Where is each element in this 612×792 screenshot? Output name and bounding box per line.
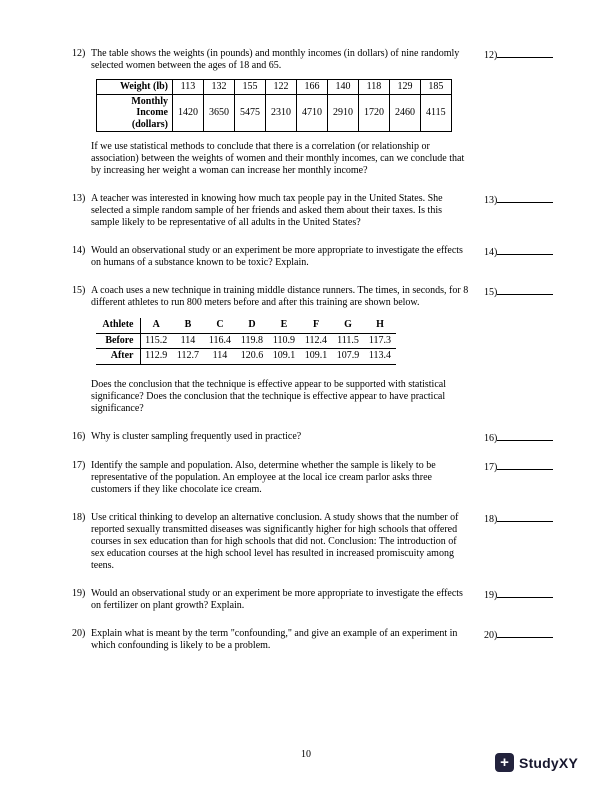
question-number: 12)	[72, 48, 86, 59]
table-cell: 140	[328, 80, 359, 95]
answer-blank-16	[484, 431, 580, 444]
answer-line	[497, 628, 553, 638]
answer-blank-13	[484, 193, 580, 206]
table-row	[96, 318, 396, 333]
question-body: Why is cluster sampling frequently used in practice?	[91, 430, 302, 442]
question-14-main	[72, 245, 470, 269]
question-text	[72, 431, 470, 443]
row-header: Monthly Income (dollars)	[97, 94, 173, 132]
table-cell: 113	[173, 80, 204, 95]
question-body: A teacher was interested in knowing how much tax people pay in the United States. She selected a simple random sample of her friends and asked them about their taxes. Is this sample likely to be representative of all adults in the United States?	[91, 193, 443, 228]
table-row	[96, 349, 396, 365]
table-cell: 112.7	[172, 349, 204, 365]
answer-blank-19	[484, 588, 580, 601]
row-header: After	[96, 349, 140, 365]
column-header: D	[236, 318, 268, 333]
answer-blank-18	[484, 512, 580, 525]
exam-content	[72, 48, 580, 668]
answer-number: 17)	[484, 461, 498, 473]
question-text	[72, 628, 470, 652]
table-cell: 112.9	[140, 349, 172, 365]
page-number: 10	[301, 749, 311, 760]
question-17-main	[72, 460, 470, 496]
answer-line	[497, 512, 553, 522]
answer-number: 12)	[484, 50, 498, 61]
table-cell: 4115	[421, 94, 452, 132]
answer-line	[497, 48, 553, 58]
table-cell: 132	[204, 80, 235, 95]
question-15-main	[72, 285, 470, 415]
table-cell: 109.1	[300, 349, 332, 365]
question-number: 16)	[72, 430, 86, 442]
table-cell: 2310	[266, 94, 297, 132]
answer-number: 15)	[484, 287, 498, 298]
table-cell: 155	[235, 80, 266, 95]
table-cell: 109.1	[268, 349, 300, 365]
row-header: Weight (lb)	[97, 80, 173, 95]
table-cell: 111.5	[332, 333, 364, 349]
question-12-main	[72, 48, 470, 177]
question-text	[72, 512, 470, 572]
question-17	[72, 460, 580, 496]
question-followup: Does the conclusion that the technique is effective appear to be supported with statistical significance? Does the conclusion that the technique is effective appear to have practical significance?	[91, 378, 446, 414]
table-cell: 1420	[173, 94, 204, 132]
question-14	[72, 245, 580, 269]
column-header: A	[140, 318, 172, 333]
question-body: Would an observational study or an experiment be more appropriate to investigate the effects on humans of a substance known to be toxic? Explain.	[91, 245, 463, 268]
logo-text: StudyXY	[519, 754, 578, 771]
question-body: Explain what is meant by the term "confounding," and give an example of an experiment in which confounding is likely to be a problem.	[91, 627, 458, 651]
question-followup: If we use statistical methods to conclude that there is a correlation (or relationship or association) between the weights of women and their monthly incomes, can we conclude that by increasing her weight a woman can increase her monthly income?	[91, 141, 465, 176]
answer-blank-17	[484, 460, 580, 473]
question-number: 18)	[72, 511, 86, 523]
question-16-main	[72, 431, 470, 443]
table-cell: 2460	[390, 94, 421, 132]
question-text	[72, 588, 470, 612]
answer-number: 19)	[484, 589, 498, 601]
question-body: A coach uses a new technique in training middle distance runners. The times, in seconds, for 8 different athletes to run 800 meters before and after this training are shown below.	[91, 285, 469, 308]
question-12	[72, 48, 580, 177]
answer-line	[497, 285, 553, 295]
table-cell: 1720	[359, 94, 390, 132]
table-row	[97, 80, 452, 95]
question-body: Would an observational study or an experiment be more appropriate to investigate the effects on fertilizer on plant growth? Explain.	[91, 587, 463, 611]
athlete-times-table	[96, 318, 396, 365]
question-text	[72, 48, 470, 72]
table-cell: 4710	[297, 94, 328, 132]
table-cell: 5475	[235, 94, 266, 132]
table-row	[96, 333, 396, 349]
table-cell: 114	[204, 349, 236, 365]
answer-blank-20	[484, 628, 580, 641]
question-text	[72, 460, 470, 496]
table-cell: 119.8	[236, 333, 268, 349]
answer-line	[497, 460, 553, 470]
question-body: Identify the sample and population. Also, determine whether the sample is likely to be representative of the population. An employee at the local ice cream parlor asks three customers if they like chocolate ice cream.	[91, 459, 436, 495]
answer-line	[497, 245, 553, 255]
table-cell: 3650	[204, 94, 235, 132]
column-header: Athlete	[96, 318, 140, 333]
answer-number: 16)	[484, 432, 498, 444]
question-19-main	[72, 588, 470, 612]
column-header: E	[268, 318, 300, 333]
question-text	[72, 285, 470, 309]
table-cell: 112.4	[300, 333, 332, 349]
answer-number: 14)	[484, 247, 498, 258]
answer-blank-12	[484, 48, 580, 61]
column-header: G	[332, 318, 364, 333]
table-cell: 185	[421, 80, 452, 95]
answer-line	[497, 193, 553, 203]
question-number: 15)	[72, 285, 86, 296]
table-cell: 118	[359, 80, 390, 95]
table-cell: 117.3	[364, 333, 396, 349]
plus-glyph: +	[500, 754, 509, 771]
question-13-main	[72, 193, 470, 229]
question-number: 14)	[72, 245, 86, 256]
question-body: The table shows the weights (in pounds) and monthly incomes (in dollars) of nine randomly selected women between the ages of 18 and 65.	[91, 48, 460, 71]
column-header: H	[364, 318, 396, 333]
answer-number: 18)	[484, 513, 498, 525]
question-body: Use critical thinking to develop an alternative conclusion. A study shows that the number of reported sexually transmitted diseases was significantly higher for high schools that offered courses in sex education than for high schools that did not. Conclusion: The introduction of sex education courses at the high school level has resulted in increased promiscuity among teens.	[91, 511, 459, 571]
table-cell: 166	[297, 80, 328, 95]
question-number: 17)	[72, 459, 86, 471]
column-header: C	[204, 318, 236, 333]
table-cell: 114	[172, 333, 204, 349]
table-cell: 120.6	[236, 349, 268, 365]
question-13	[72, 193, 580, 229]
table-cell: 129	[390, 80, 421, 95]
column-header: B	[172, 318, 204, 333]
weights-income-table	[96, 79, 452, 132]
question-15	[72, 285, 580, 415]
question-20	[72, 628, 580, 652]
question-text	[72, 245, 470, 269]
answer-number: 13)	[484, 195, 498, 206]
table-row	[97, 94, 452, 132]
question-number: 20)	[72, 627, 86, 639]
table-cell: 110.9	[268, 333, 300, 349]
answer-number: 20)	[484, 629, 498, 641]
plus-icon	[495, 753, 514, 772]
table-cell: 122	[266, 80, 297, 95]
question-text	[72, 193, 470, 229]
answer-blank-15	[484, 285, 580, 298]
answer-blank-14	[484, 245, 580, 258]
column-header: F	[300, 318, 332, 333]
table-cell: 107.9	[332, 349, 364, 365]
question-number: 19)	[72, 587, 86, 599]
table-cell: 113.4	[364, 349, 396, 365]
answer-line	[497, 431, 553, 441]
answer-line	[497, 588, 553, 598]
studyxy-logo	[495, 753, 578, 772]
table-cell: 115.2	[140, 333, 172, 349]
question-20-main	[72, 628, 470, 652]
table-cell: 2910	[328, 94, 359, 132]
question-number: 13)	[72, 193, 86, 204]
question-18-main	[72, 512, 470, 572]
question-18	[72, 512, 580, 572]
question-16	[72, 431, 580, 444]
table-cell: 116.4	[204, 333, 236, 349]
question-19	[72, 588, 580, 612]
row-header: Before	[96, 333, 140, 349]
